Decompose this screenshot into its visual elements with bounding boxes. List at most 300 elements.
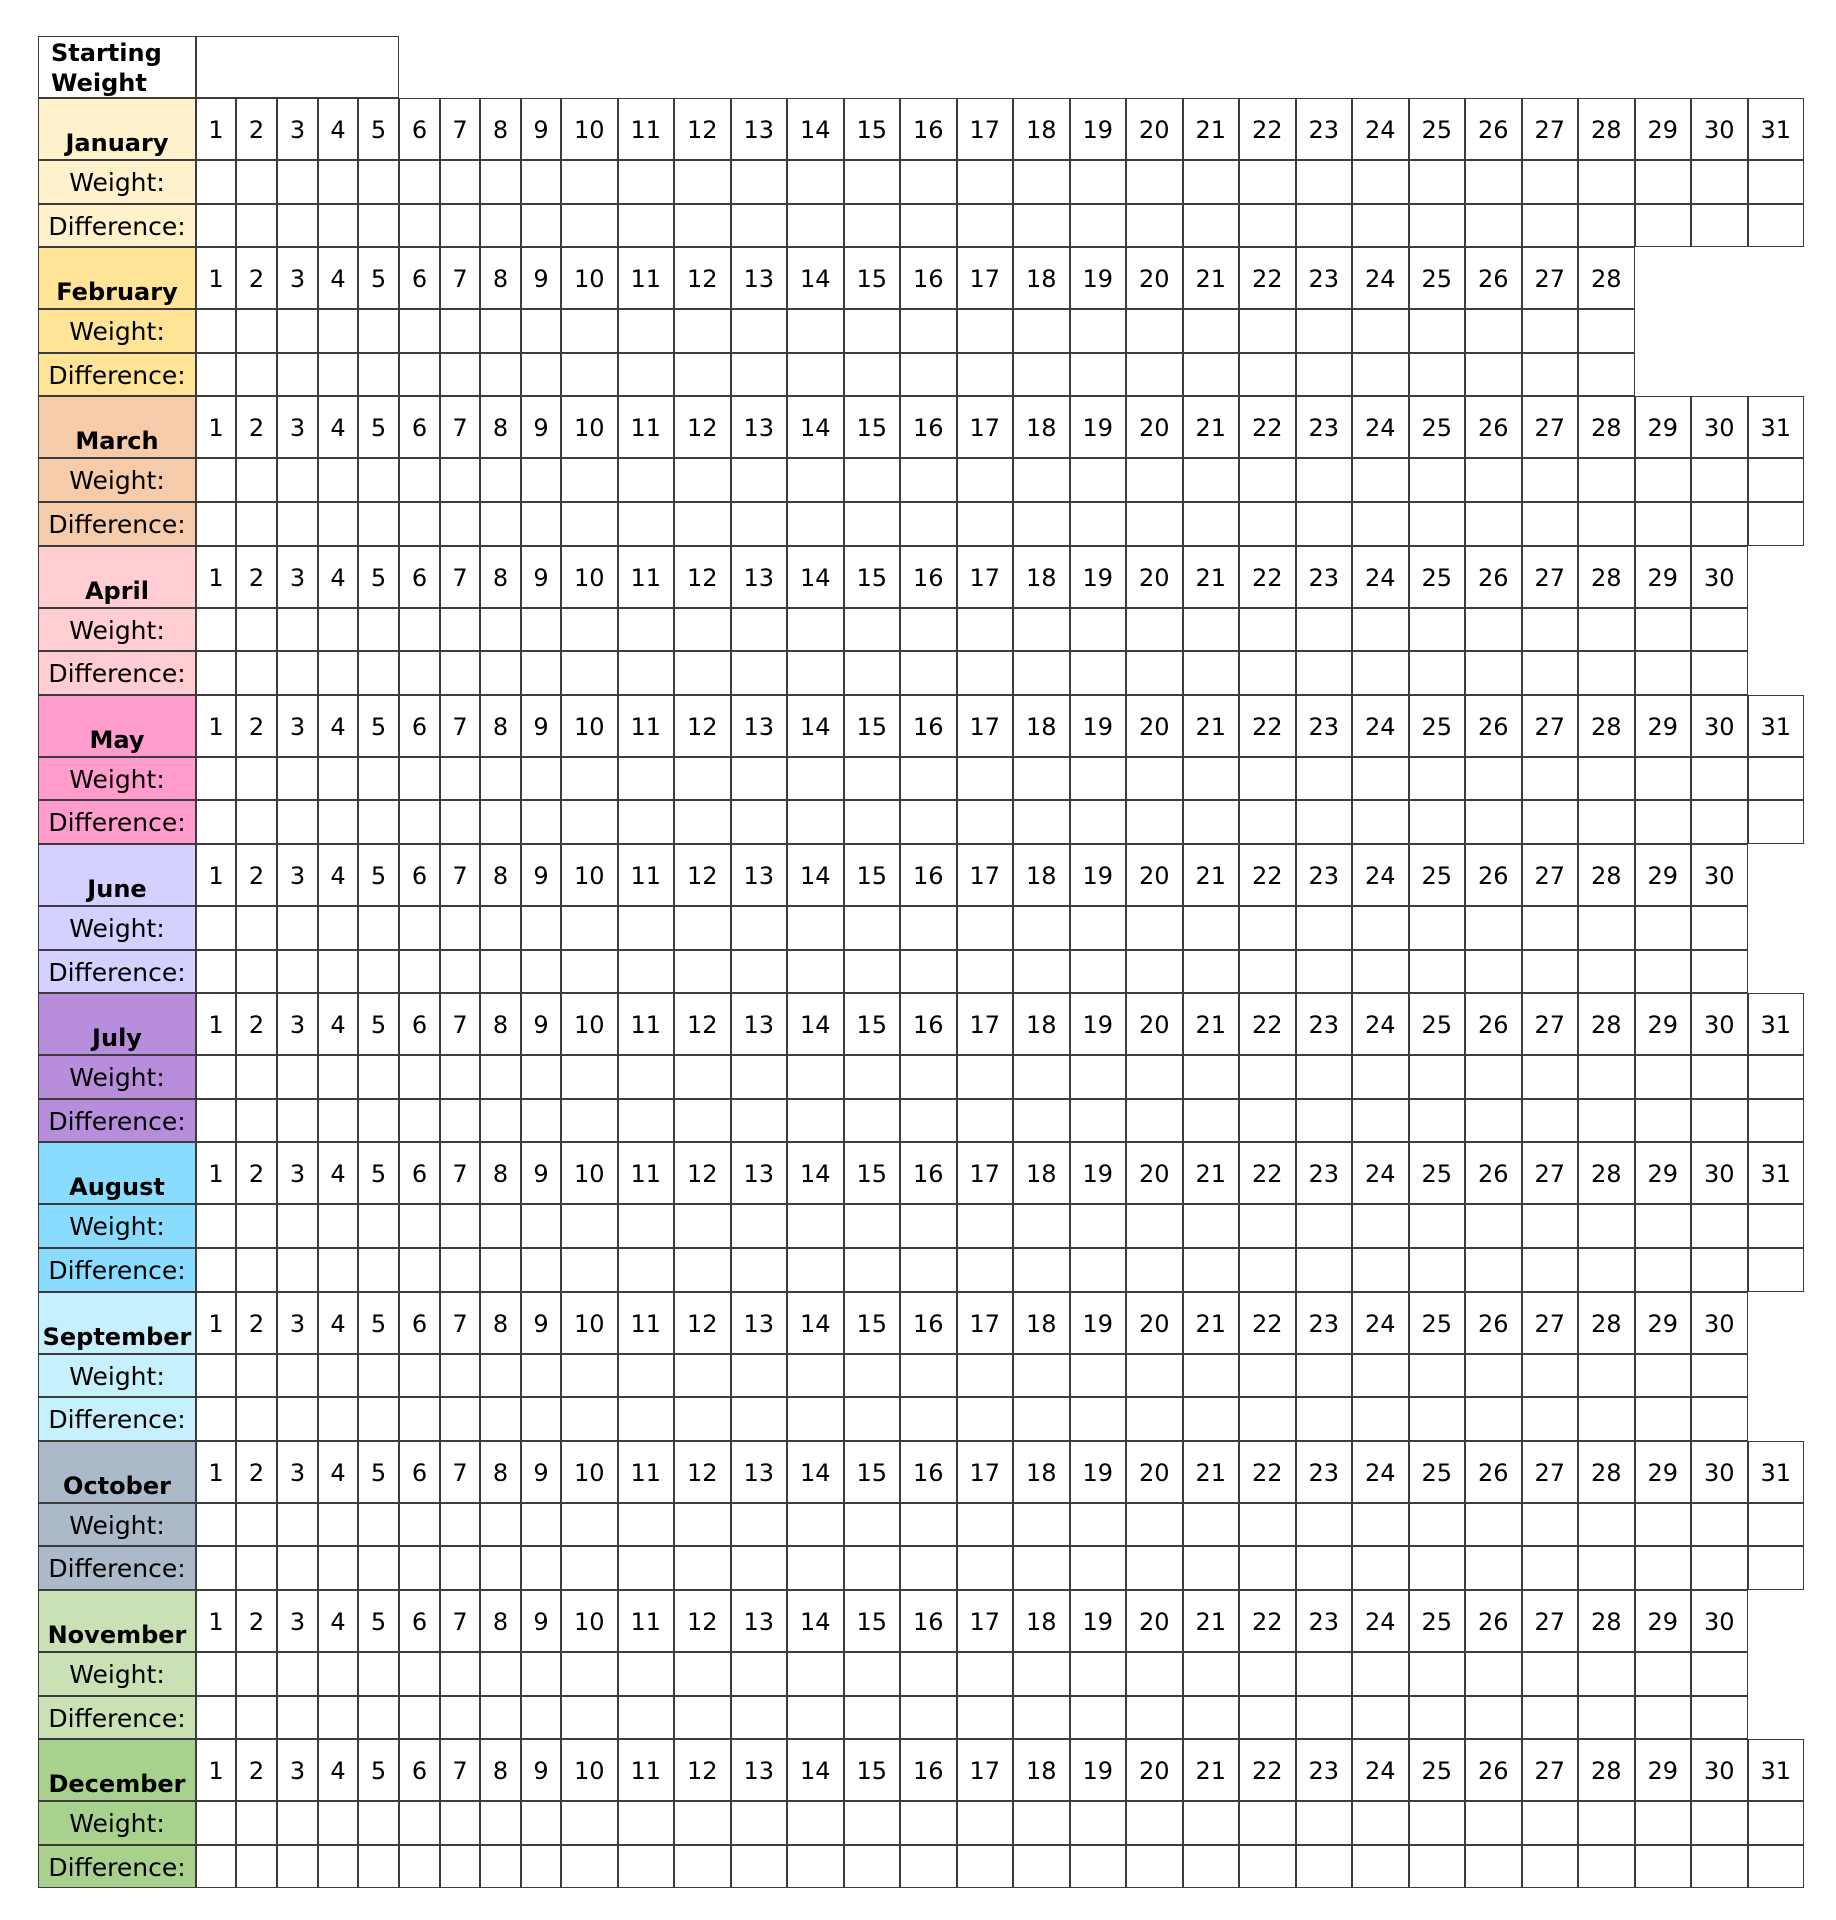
difference-cell[interactable]	[1635, 1099, 1692, 1143]
weight-cell[interactable]	[1296, 1204, 1353, 1248]
difference-cell[interactable]	[480, 1397, 521, 1441]
weight-cell[interactable]	[480, 1204, 521, 1248]
difference-cell[interactable]	[1070, 800, 1127, 844]
weight-cell[interactable]	[1748, 1503, 1805, 1547]
difference-cell[interactable]	[1013, 800, 1070, 844]
weight-cell[interactable]	[1635, 458, 1692, 502]
difference-cell[interactable]	[277, 1397, 318, 1441]
weight-cell[interactable]	[236, 1652, 277, 1696]
weight-cell[interactable]	[561, 309, 618, 353]
difference-cell[interactable]	[1465, 651, 1522, 695]
difference-cell[interactable]	[1409, 1845, 1466, 1889]
difference-cell[interactable]	[1296, 1099, 1353, 1143]
weight-cell[interactable]	[1183, 1503, 1240, 1547]
weight-cell[interactable]	[1352, 309, 1409, 353]
weight-cell[interactable]	[1183, 1652, 1240, 1696]
weight-cell[interactable]	[731, 1801, 788, 1845]
weight-cell[interactable]	[318, 458, 358, 502]
difference-cell[interactable]	[358, 1845, 399, 1889]
weight-cell[interactable]	[1578, 160, 1635, 204]
weight-cell[interactable]	[480, 757, 521, 801]
difference-cell[interactable]	[521, 353, 561, 397]
weight-cell[interactable]	[1239, 1055, 1296, 1099]
weight-cell[interactable]	[358, 757, 399, 801]
weight-cell[interactable]	[1239, 458, 1296, 502]
weight-cell[interactable]	[236, 906, 277, 950]
weight-cell[interactable]	[561, 160, 618, 204]
weight-cell[interactable]	[1352, 906, 1409, 950]
difference-cell[interactable]	[196, 502, 236, 546]
weight-cell[interactable]	[561, 1801, 618, 1845]
weight-cell[interactable]	[236, 1354, 277, 1398]
weight-cell[interactable]	[1691, 160, 1748, 204]
difference-cell[interactable]	[1183, 1397, 1240, 1441]
weight-cell[interactable]	[1352, 1055, 1409, 1099]
weight-cell[interactable]	[358, 1354, 399, 1398]
difference-cell[interactable]	[358, 1546, 399, 1590]
weight-cell[interactable]	[1748, 458, 1805, 502]
weight-cell[interactable]	[1522, 1055, 1579, 1099]
difference-cell[interactable]	[358, 651, 399, 695]
difference-cell[interactable]	[844, 1397, 901, 1441]
difference-cell[interactable]	[844, 800, 901, 844]
difference-cell[interactable]	[521, 1397, 561, 1441]
difference-cell[interactable]	[440, 950, 480, 994]
difference-cell[interactable]	[521, 204, 561, 248]
difference-cell[interactable]	[358, 1397, 399, 1441]
weight-cell[interactable]	[1635, 608, 1692, 652]
difference-cell[interactable]	[399, 1546, 440, 1590]
difference-cell[interactable]	[957, 800, 1014, 844]
weight-cell[interactable]	[787, 1354, 844, 1398]
difference-cell[interactable]	[731, 1546, 788, 1590]
difference-cell[interactable]	[844, 353, 901, 397]
weight-cell[interactable]	[521, 1055, 561, 1099]
difference-cell[interactable]	[440, 204, 480, 248]
difference-cell[interactable]	[561, 1696, 618, 1740]
difference-cell[interactable]	[1465, 353, 1522, 397]
difference-cell[interactable]	[1126, 1845, 1183, 1889]
difference-cell[interactable]	[1578, 800, 1635, 844]
difference-cell[interactable]	[440, 1397, 480, 1441]
difference-cell[interactable]	[1126, 1546, 1183, 1590]
weight-cell[interactable]	[957, 1354, 1014, 1398]
weight-cell[interactable]	[480, 1652, 521, 1696]
weight-cell[interactable]	[900, 1354, 957, 1398]
weight-cell[interactable]	[196, 1503, 236, 1547]
weight-cell[interactable]	[1465, 608, 1522, 652]
difference-cell[interactable]	[957, 651, 1014, 695]
difference-cell[interactable]	[1748, 1546, 1805, 1590]
weight-cell[interactable]	[358, 309, 399, 353]
difference-cell[interactable]	[318, 502, 358, 546]
weight-cell[interactable]	[236, 1801, 277, 1845]
difference-cell[interactable]	[1239, 353, 1296, 397]
difference-cell[interactable]	[440, 1248, 480, 1292]
weight-cell[interactable]	[674, 309, 731, 353]
difference-cell[interactable]	[1578, 1248, 1635, 1292]
weight-cell[interactable]	[1635, 1204, 1692, 1248]
weight-cell[interactable]	[787, 906, 844, 950]
weight-cell[interactable]	[1239, 1652, 1296, 1696]
weight-cell[interactable]	[957, 309, 1014, 353]
weight-cell[interactable]	[731, 1204, 788, 1248]
difference-cell[interactable]	[674, 950, 731, 994]
difference-cell[interactable]	[358, 950, 399, 994]
difference-cell[interactable]	[618, 950, 675, 994]
weight-cell[interactable]	[358, 160, 399, 204]
difference-cell[interactable]	[1183, 1845, 1240, 1889]
difference-cell[interactable]	[1013, 353, 1070, 397]
weight-cell[interactable]	[1465, 1503, 1522, 1547]
weight-cell[interactable]	[1691, 1652, 1748, 1696]
weight-cell[interactable]	[561, 1204, 618, 1248]
weight-cell[interactable]	[1352, 458, 1409, 502]
weight-cell[interactable]	[521, 458, 561, 502]
weight-cell[interactable]	[1013, 1055, 1070, 1099]
difference-cell[interactable]	[1748, 1845, 1805, 1889]
weight-cell[interactable]	[1578, 1652, 1635, 1696]
difference-cell[interactable]	[1352, 1696, 1409, 1740]
weight-cell[interactable]	[731, 757, 788, 801]
difference-cell[interactable]	[1013, 651, 1070, 695]
difference-cell[interactable]	[480, 502, 521, 546]
weight-cell[interactable]	[277, 906, 318, 950]
difference-cell[interactable]	[1352, 800, 1409, 844]
weight-cell[interactable]	[1409, 608, 1466, 652]
difference-cell[interactable]	[1409, 1099, 1466, 1143]
difference-cell[interactable]	[480, 1845, 521, 1889]
difference-cell[interactable]	[1748, 800, 1805, 844]
weight-cell[interactable]	[1013, 1801, 1070, 1845]
difference-cell[interactable]	[674, 204, 731, 248]
weight-cell[interactable]	[1748, 1204, 1805, 1248]
difference-cell[interactable]	[787, 1248, 844, 1292]
difference-cell[interactable]	[618, 502, 675, 546]
difference-cell[interactable]	[1409, 1248, 1466, 1292]
difference-cell[interactable]	[731, 204, 788, 248]
weight-cell[interactable]	[1409, 160, 1466, 204]
weight-cell[interactable]	[1239, 757, 1296, 801]
difference-cell[interactable]	[1578, 1845, 1635, 1889]
difference-cell[interactable]	[561, 353, 618, 397]
weight-cell[interactable]	[440, 1204, 480, 1248]
weight-cell[interactable]	[1465, 458, 1522, 502]
weight-cell[interactable]	[277, 608, 318, 652]
weight-cell[interactable]	[1748, 1055, 1805, 1099]
difference-cell[interactable]	[618, 1248, 675, 1292]
difference-cell[interactable]	[731, 950, 788, 994]
weight-cell[interactable]	[521, 757, 561, 801]
difference-cell[interactable]	[521, 1099, 561, 1143]
weight-cell[interactable]	[957, 458, 1014, 502]
difference-cell[interactable]	[358, 1248, 399, 1292]
difference-cell[interactable]	[1465, 1248, 1522, 1292]
weight-cell[interactable]	[1578, 458, 1635, 502]
difference-cell[interactable]	[1070, 651, 1127, 695]
difference-cell[interactable]	[399, 1696, 440, 1740]
weight-cell[interactable]	[1635, 1801, 1692, 1845]
weight-cell[interactable]	[277, 1055, 318, 1099]
weight-cell[interactable]	[957, 160, 1014, 204]
difference-cell[interactable]	[1070, 1248, 1127, 1292]
weight-cell[interactable]	[1239, 1354, 1296, 1398]
weight-cell[interactable]	[1239, 1204, 1296, 1248]
weight-cell[interactable]	[618, 458, 675, 502]
weight-cell[interactable]	[318, 309, 358, 353]
weight-cell[interactable]	[236, 458, 277, 502]
weight-cell[interactable]	[957, 1652, 1014, 1696]
difference-cell[interactable]	[1465, 502, 1522, 546]
weight-cell[interactable]	[900, 1204, 957, 1248]
weight-cell[interactable]	[900, 608, 957, 652]
weight-cell[interactable]	[399, 608, 440, 652]
difference-cell[interactable]	[1465, 800, 1522, 844]
weight-cell[interactable]	[196, 757, 236, 801]
weight-cell[interactable]	[521, 160, 561, 204]
difference-cell[interactable]	[1239, 1546, 1296, 1590]
weight-cell[interactable]	[399, 1801, 440, 1845]
weight-cell[interactable]	[196, 1354, 236, 1398]
difference-cell[interactable]	[1239, 204, 1296, 248]
weight-cell[interactable]	[1522, 1354, 1579, 1398]
difference-cell[interactable]	[236, 1099, 277, 1143]
difference-cell[interactable]	[318, 1845, 358, 1889]
difference-cell[interactable]	[1126, 950, 1183, 994]
weight-cell[interactable]	[440, 309, 480, 353]
difference-cell[interactable]	[399, 1248, 440, 1292]
weight-cell[interactable]	[1183, 1055, 1240, 1099]
difference-cell[interactable]	[674, 1397, 731, 1441]
difference-cell[interactable]	[1691, 651, 1748, 695]
weight-cell[interactable]	[521, 309, 561, 353]
difference-cell[interactable]	[236, 1845, 277, 1889]
weight-cell[interactable]	[1183, 906, 1240, 950]
difference-cell[interactable]	[521, 651, 561, 695]
difference-cell[interactable]	[318, 1696, 358, 1740]
difference-cell[interactable]	[900, 204, 957, 248]
weight-cell[interactable]	[1522, 160, 1579, 204]
difference-cell[interactable]	[277, 651, 318, 695]
weight-cell[interactable]	[844, 1354, 901, 1398]
weight-cell[interactable]	[844, 1652, 901, 1696]
difference-cell[interactable]	[1013, 204, 1070, 248]
weight-cell[interactable]	[1465, 906, 1522, 950]
difference-cell[interactable]	[900, 1397, 957, 1441]
difference-cell[interactable]	[1635, 1546, 1692, 1590]
weight-cell[interactable]	[1013, 1354, 1070, 1398]
difference-cell[interactable]	[521, 1546, 561, 1590]
difference-cell[interactable]	[196, 1397, 236, 1441]
weight-cell[interactable]	[618, 309, 675, 353]
weight-cell[interactable]	[1691, 906, 1748, 950]
weight-cell[interactable]	[480, 1503, 521, 1547]
weight-cell[interactable]	[399, 458, 440, 502]
weight-cell[interactable]	[1578, 1204, 1635, 1248]
difference-cell[interactable]	[1465, 1845, 1522, 1889]
weight-cell[interactable]	[358, 458, 399, 502]
weight-cell[interactable]	[358, 1503, 399, 1547]
weight-cell[interactable]	[1013, 458, 1070, 502]
difference-cell[interactable]	[787, 800, 844, 844]
weight-cell[interactable]	[480, 1354, 521, 1398]
weight-cell[interactable]	[900, 1503, 957, 1547]
weight-cell[interactable]	[731, 309, 788, 353]
difference-cell[interactable]	[1409, 950, 1466, 994]
weight-cell[interactable]	[1409, 1055, 1466, 1099]
weight-cell[interactable]	[1465, 1801, 1522, 1845]
weight-cell[interactable]	[1239, 1801, 1296, 1845]
difference-cell[interactable]	[480, 1099, 521, 1143]
difference-cell[interactable]	[1183, 800, 1240, 844]
weight-cell[interactable]	[358, 1801, 399, 1845]
difference-cell[interactable]	[1465, 1546, 1522, 1590]
difference-cell[interactable]	[674, 353, 731, 397]
difference-cell[interactable]	[1635, 800, 1692, 844]
weight-cell[interactable]	[900, 309, 957, 353]
difference-cell[interactable]	[1691, 950, 1748, 994]
weight-cell[interactable]	[480, 906, 521, 950]
weight-cell[interactable]	[277, 160, 318, 204]
difference-cell[interactable]	[1635, 651, 1692, 695]
difference-cell[interactable]	[1013, 1099, 1070, 1143]
difference-cell[interactable]	[787, 353, 844, 397]
weight-cell[interactable]	[1183, 160, 1240, 204]
difference-cell[interactable]	[318, 950, 358, 994]
weight-cell[interactable]	[674, 1204, 731, 1248]
difference-cell[interactable]	[1126, 1397, 1183, 1441]
difference-cell[interactable]	[787, 950, 844, 994]
weight-cell[interactable]	[1409, 757, 1466, 801]
difference-cell[interactable]	[1352, 1248, 1409, 1292]
weight-cell[interactable]	[1013, 608, 1070, 652]
weight-cell[interactable]	[196, 160, 236, 204]
difference-cell[interactable]	[1183, 950, 1240, 994]
weight-cell[interactable]	[1522, 309, 1579, 353]
difference-cell[interactable]	[1296, 950, 1353, 994]
weight-cell[interactable]	[521, 1801, 561, 1845]
difference-cell[interactable]	[521, 502, 561, 546]
difference-cell[interactable]	[957, 1099, 1014, 1143]
difference-cell[interactable]	[440, 651, 480, 695]
difference-cell[interactable]	[674, 1099, 731, 1143]
weight-cell[interactable]	[440, 160, 480, 204]
weight-cell[interactable]	[731, 906, 788, 950]
difference-cell[interactable]	[1635, 1248, 1692, 1292]
weight-cell[interactable]	[1352, 160, 1409, 204]
weight-cell[interactable]	[1183, 1801, 1240, 1845]
difference-cell[interactable]	[1635, 950, 1692, 994]
difference-cell[interactable]	[1183, 1099, 1240, 1143]
weight-cell[interactable]	[1126, 309, 1183, 353]
difference-cell[interactable]	[787, 1099, 844, 1143]
difference-cell[interactable]	[561, 950, 618, 994]
weight-cell[interactable]	[277, 458, 318, 502]
weight-cell[interactable]	[399, 906, 440, 950]
difference-cell[interactable]	[358, 502, 399, 546]
weight-cell[interactable]	[236, 1503, 277, 1547]
weight-cell[interactable]	[1126, 608, 1183, 652]
weight-cell[interactable]	[358, 1204, 399, 1248]
weight-cell[interactable]	[521, 1652, 561, 1696]
weight-cell[interactable]	[1409, 1354, 1466, 1398]
weight-cell[interactable]	[1578, 1801, 1635, 1845]
difference-cell[interactable]	[731, 353, 788, 397]
weight-cell[interactable]	[1748, 1801, 1805, 1845]
difference-cell[interactable]	[480, 1696, 521, 1740]
weight-cell[interactable]	[844, 757, 901, 801]
difference-cell[interactable]	[480, 950, 521, 994]
difference-cell[interactable]	[440, 1696, 480, 1740]
weight-cell[interactable]	[1409, 1801, 1466, 1845]
difference-cell[interactable]	[1578, 950, 1635, 994]
weight-cell[interactable]	[399, 1354, 440, 1398]
difference-cell[interactable]	[1748, 502, 1805, 546]
weight-cell[interactable]	[1013, 906, 1070, 950]
difference-cell[interactable]	[1126, 204, 1183, 248]
weight-cell[interactable]	[440, 906, 480, 950]
difference-cell[interactable]	[1465, 204, 1522, 248]
difference-cell[interactable]	[1465, 1099, 1522, 1143]
weight-cell[interactable]	[900, 458, 957, 502]
difference-cell[interactable]	[1409, 800, 1466, 844]
difference-cell[interactable]	[844, 1546, 901, 1590]
difference-cell[interactable]	[1296, 1248, 1353, 1292]
weight-cell[interactable]	[399, 309, 440, 353]
weight-cell[interactable]	[1070, 1055, 1127, 1099]
difference-cell[interactable]	[1409, 204, 1466, 248]
difference-cell[interactable]	[1635, 204, 1692, 248]
weight-cell[interactable]	[236, 757, 277, 801]
difference-cell[interactable]	[1522, 204, 1579, 248]
difference-cell[interactable]	[236, 353, 277, 397]
weight-cell[interactable]	[521, 1354, 561, 1398]
difference-cell[interactable]	[561, 204, 618, 248]
weight-cell[interactable]	[957, 1055, 1014, 1099]
weight-cell[interactable]	[1239, 160, 1296, 204]
weight-cell[interactable]	[674, 1801, 731, 1845]
weight-cell[interactable]	[399, 1055, 440, 1099]
difference-cell[interactable]	[674, 502, 731, 546]
difference-cell[interactable]	[277, 1248, 318, 1292]
difference-cell[interactable]	[399, 353, 440, 397]
weight-cell[interactable]	[957, 1204, 1014, 1248]
weight-cell[interactable]	[1183, 1204, 1240, 1248]
weight-cell[interactable]	[844, 1503, 901, 1547]
weight-cell[interactable]	[521, 906, 561, 950]
weight-cell[interactable]	[196, 309, 236, 353]
difference-cell[interactable]	[1409, 353, 1466, 397]
difference-cell[interactable]	[1522, 353, 1579, 397]
weight-cell[interactable]	[787, 309, 844, 353]
weight-cell[interactable]	[521, 1204, 561, 1248]
difference-cell[interactable]	[1409, 1696, 1466, 1740]
difference-cell[interactable]	[196, 1248, 236, 1292]
difference-cell[interactable]	[1070, 1546, 1127, 1590]
weight-cell[interactable]	[618, 160, 675, 204]
difference-cell[interactable]	[1465, 1397, 1522, 1441]
weight-cell[interactable]	[1013, 1204, 1070, 1248]
difference-cell[interactable]	[618, 1845, 675, 1889]
weight-cell[interactable]	[731, 608, 788, 652]
difference-cell[interactable]	[900, 651, 957, 695]
difference-cell[interactable]	[731, 1248, 788, 1292]
difference-cell[interactable]	[1522, 950, 1579, 994]
weight-cell[interactable]	[674, 906, 731, 950]
difference-cell[interactable]	[318, 1248, 358, 1292]
weight-cell[interactable]	[844, 1801, 901, 1845]
weight-cell[interactable]	[440, 458, 480, 502]
